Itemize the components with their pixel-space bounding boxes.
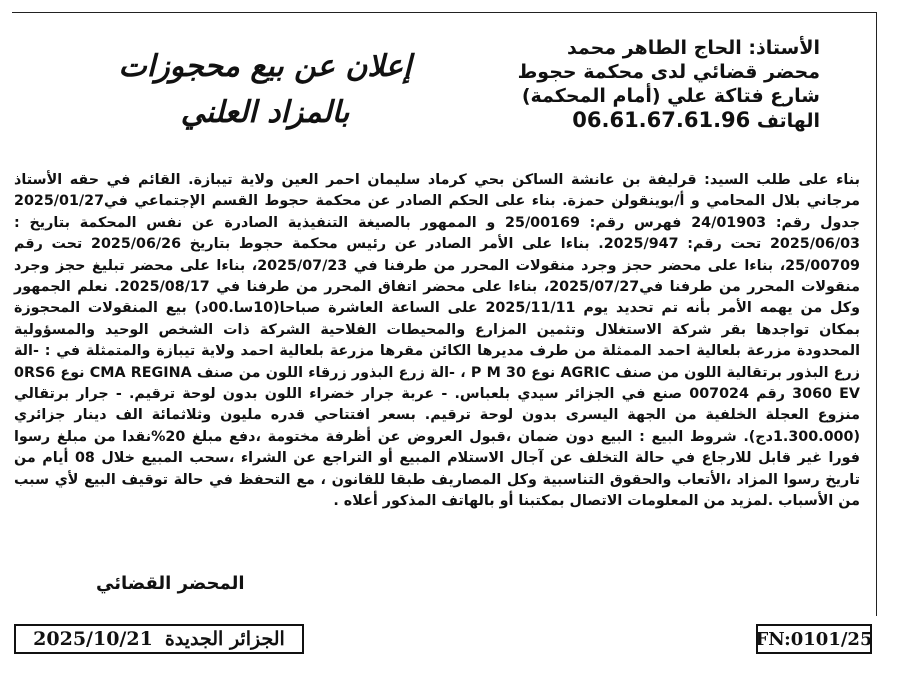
phone-number: 06.61.67.61.96 xyxy=(572,108,751,132)
signature: المحضر القضائي xyxy=(96,573,245,594)
bailiff-phone-line xyxy=(500,108,820,133)
title-line-2: بالمزاد العلني xyxy=(180,95,350,130)
bailiff-address: شارع فتاكة علي (أمام المحكمة) xyxy=(521,85,820,107)
newspaper-box xyxy=(14,624,304,654)
reference-number: FN:0101/25 xyxy=(755,628,873,650)
top-border-line xyxy=(12,12,876,13)
reference-box xyxy=(756,624,872,654)
publication-date: 2025/10/21 xyxy=(33,628,153,650)
phone-label: الهاتف xyxy=(756,110,820,132)
announcement-title xyxy=(100,44,430,136)
bailiff-info-block xyxy=(500,36,820,133)
announcement-body: بناء على طلب السيد: قرليفة بن عانشة الساكن بحي كرماد سليمان احمر العين ولاية تيبازة. القائم في حقه الأستاذ مرجاني بلال المحامي و أ/بوينقولن حمزة. بناء على الحكم الصادر عن محكمة حجوط القسم الإجتماعي في2025/01/27 جدول رقم: 24/01903 فهرس رقم: 25/00169 و الممهور بالصيغة التنفيذية الصادرة عن نفس المحكمة بتاريخ : 2025/06/03 تحت رقم: 2025/947. بناءا على الأمر الصادر عن رئيس محكمة حجوط بتاريخ 2025/06/26 تحت رقم 25/00709، بناءا على محضر حجز وجرد منقولات المحرر من طرفنا في 2025/07/23، بناءا على محضر تبليغ حجز وجرد منقولات المحرر من طرفنا في2025/07/27، بناءا على محضر اتفاق المحرر من طرفنا في 2025/08/17. نعلم الجمهور وكل من يهمه الأمر بأنه تم تحديد يوم 2025/11/11 على الساعة العاشرة صباحا(10سا.00د) بيع المنقولات المحجوزة بمكان تواجدها بقر شركة الاستغلال وتثمين المزارع والمحيطات الفلاحية الشركة ذات الشخص الوحيد والمسؤولية المحدودة مزرعة بلعالية احمد الممثلة من طرف مديرها الكائن مقرها مزرعة بلعالية احمد ولاية تيبازة والمتمثلة في : -الة زرع البذور برتقالية اللون من صنف AGRIC نوع P M 30 ، -الة زرع البذور زرقاء اللون من صنف CMA REGINA نوع 0RS6 3060 EV رقم 007024 صنع في الجزائر سيدي بلعباس. - عربة جرار خضراء اللون بدون لوحة ترقيم. - جرار برتقالي منزوع العجلة الخلفية من الجهة اليسرى بدون لوحة ترقيم. بسعر افتتاحي قدره مليون وثلاثمائة الف دينار جزائري (1.300.000دج). شروط البيع : البيع دون ضمان ،قبول العروض عن أظرفة مختومة ،دفع مبلغ 20%نقدا من مبلغ رسوا فورا غير قابل للارجاع في حالة التخلف عن آجال الاستلام المبيع أو التراجع عن الشراء ،سحب المبيع خلال 08 أيام من تاريخ رسوا المزاد ،الأتعاب والحقوق التناسبية وكل المصاريف طبقا للقانون ، مع التحفظ في حالة توقيف البيع لأي سبب من الأسباب .لمزيد من المعلومات الاتصال بمكتبنا أو بالهاتف المذكور أعلاه . xyxy=(14,172,861,510)
right-border-line xyxy=(876,12,877,616)
bailiff-court: محضر قضائي لدى محكمة حجوط xyxy=(517,61,820,83)
title-line-1: إعلان عن بيع محجوزات xyxy=(118,49,412,84)
bailiff-name: الأستاذ: الحاج الطاهر محمد xyxy=(566,37,820,59)
newspaper-name: الجزائر الجديدة xyxy=(164,628,285,650)
